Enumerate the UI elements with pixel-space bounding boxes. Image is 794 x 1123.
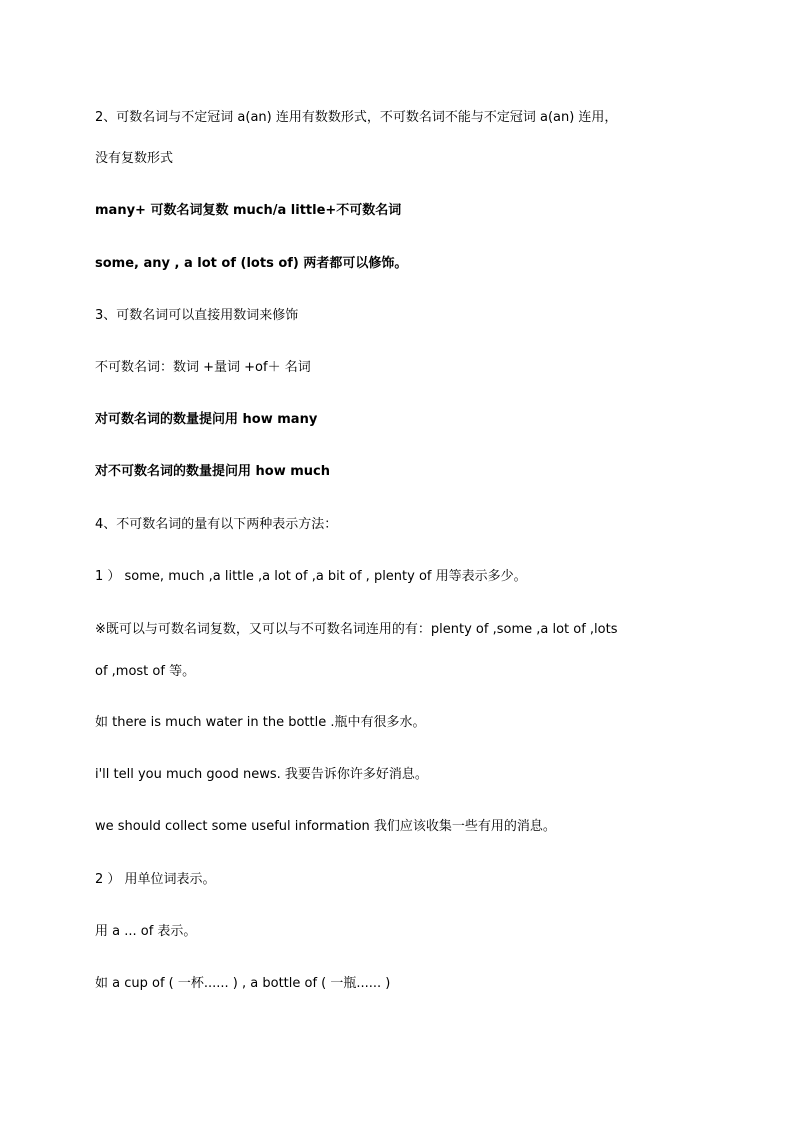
text-line-17: 用 a ... of 表示。 — [95, 924, 197, 939]
text-line-2: 没有复数形式 — [95, 151, 174, 166]
text-line-11: ※既可以与可数名词复数，又可以与不可数名词连用的有：plenty of ,some ,a lot of ,lots — [95, 622, 618, 637]
text-line-1: 2、可数名词与不定冠词 a(an) 连用有数数形式，不可数名词不能与不定冠词 a(an) 连用， — [95, 110, 618, 125]
text-line-15: we should collect some useful information 我们应该收集一些有用的消息。 — [95, 819, 556, 834]
text-line-10: 1 ） some, much ,a little ,a lot of ,a bit of , plenty of 用等表示多少。 — [95, 569, 527, 584]
text-line-6: 不可数名词：数词 +量词 +of＋ 名词 — [95, 360, 311, 375]
text-line-5: 3、可数名词可以直接用数词来修饰 — [95, 308, 299, 323]
text-line-12: of ,most of 等。 — [95, 664, 196, 679]
text-line-9: 4、不可数名词的量有以下两种表示方法： — [95, 517, 338, 532]
text-line-14: i'll tell you much good news. 我要告诉你许多好消息。 — [95, 767, 428, 782]
text-line-16: 2 ） 用单位词表示。 — [95, 872, 216, 887]
text-line-3: many+ 可数名词复数 much/a little+不可数名词 — [95, 203, 402, 218]
text-line-7: 对可数名词的数量提问用 how many — [95, 412, 318, 427]
text-line-8: 对不可数名词的数量提问用 how much — [95, 464, 331, 479]
text-line-4: some, any , a lot of (lots of) 两者都可以修饰。 — [95, 256, 408, 271]
text-line-13: 如 there is much water in the bottle .瓶中有很多水。 — [95, 715, 426, 730]
text-line-18: 如 a cup of ( 一杯...... ) , a bottle of ( 一瓶...... ) — [95, 976, 391, 991]
